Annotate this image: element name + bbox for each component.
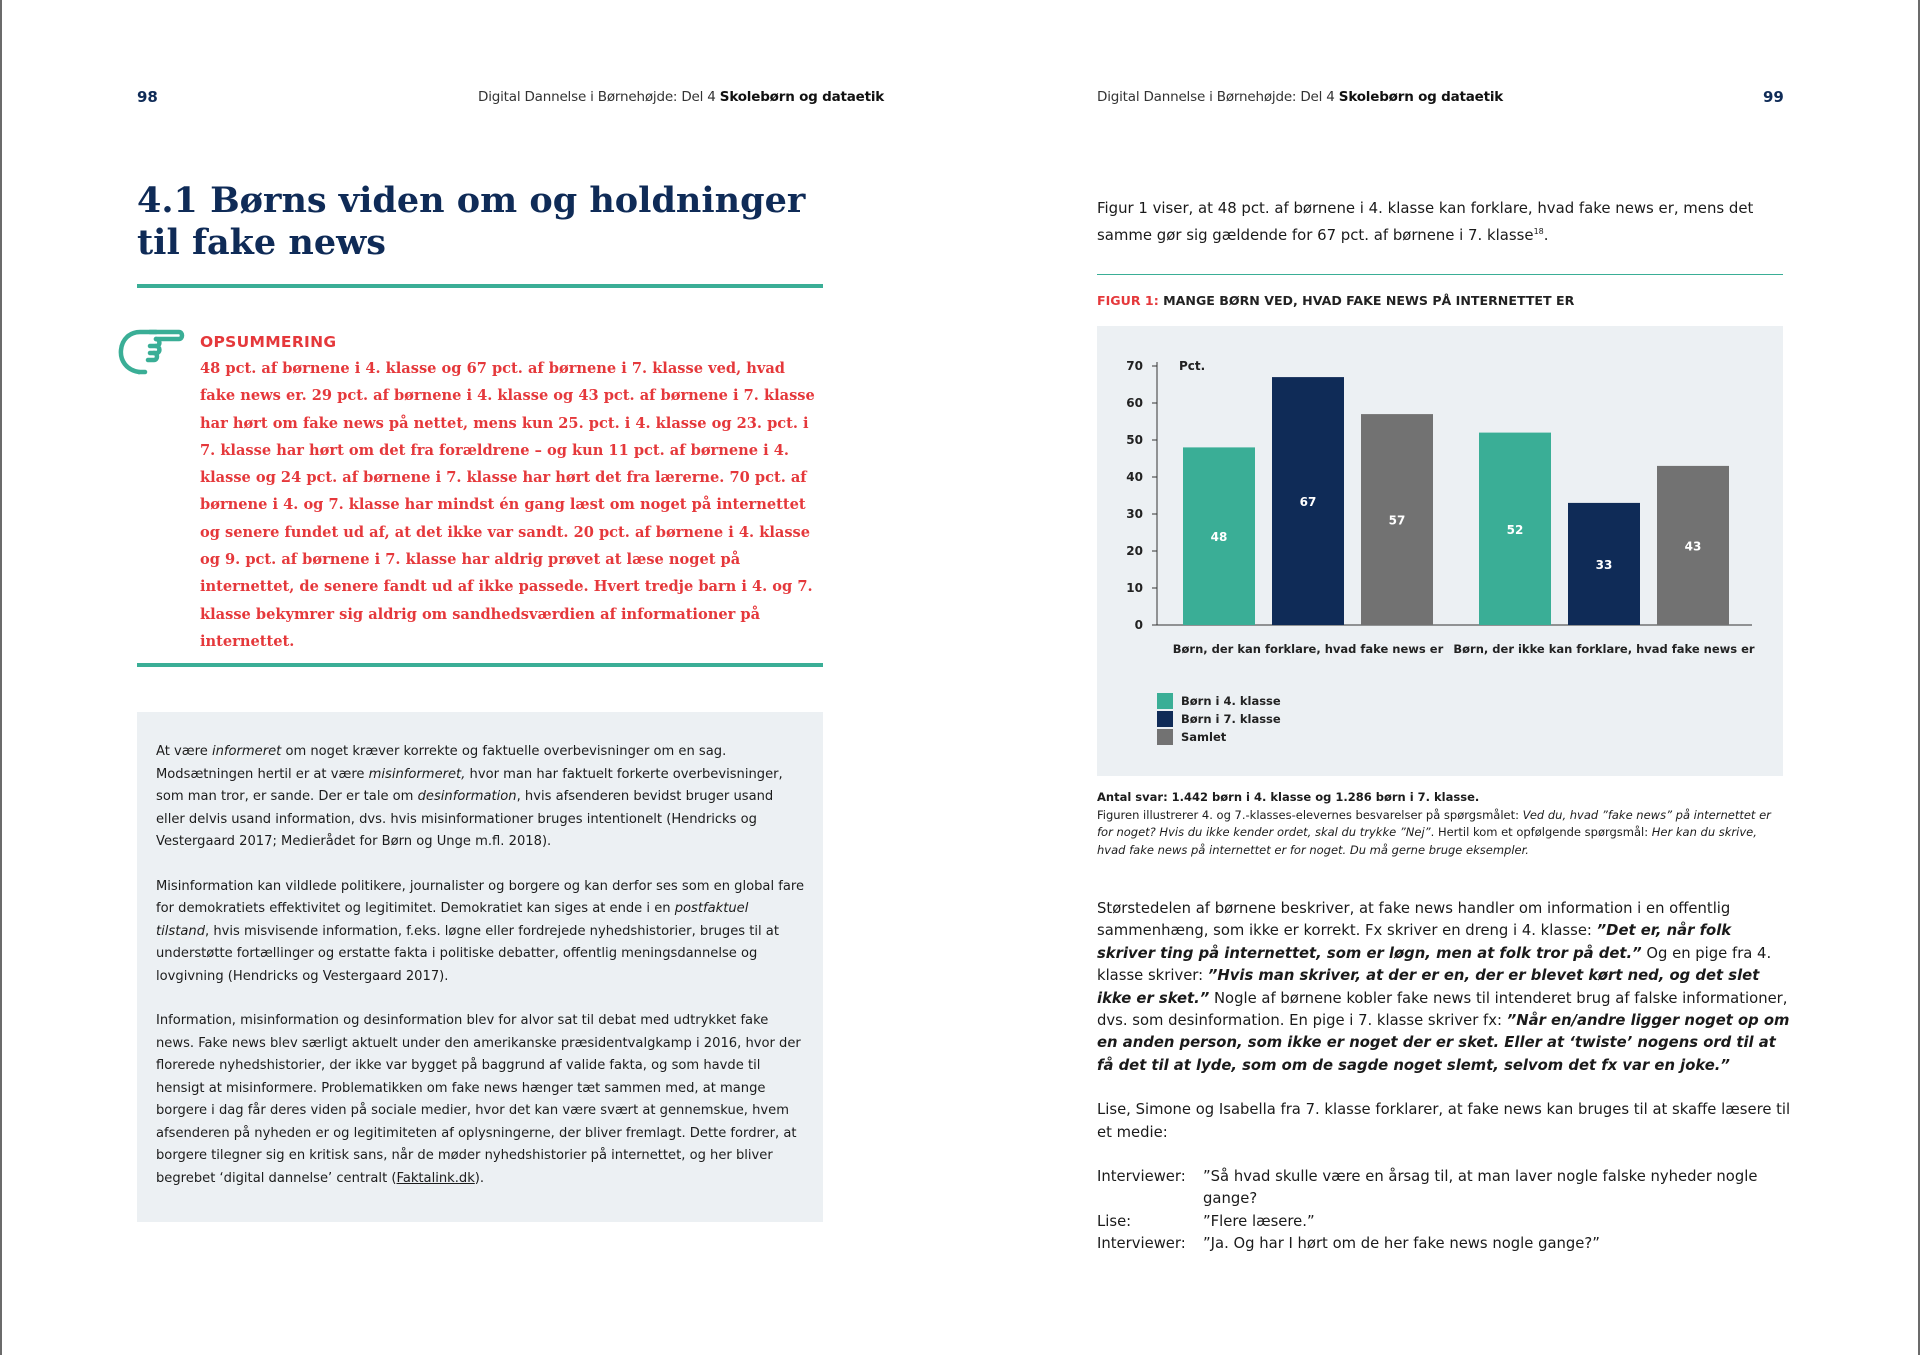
term-desinformation: desinformation (417, 789, 517, 804)
y-tick-label: 30 (1126, 507, 1143, 521)
intro-text (1097, 197, 1797, 247)
quote: ”Det er, når folk skriver ting på internettet, som er løgn, men at folk tror på det.” (1097, 922, 1732, 962)
y-tick-label: 70 (1126, 359, 1143, 373)
text-run: Misinformation kan vildlede politikere, journalister og borgere og kan derfor ses som en global fare for demokratiets effektivitet og legitimitet. Demokratiet kan siges at ende i en (156, 878, 805, 916)
text-run: Figuren illustrerer 4. og 7.-klasses-elevernes besvarelser på spørgsmålet: (1097, 807, 1523, 822)
body-paragraph-1 (1097, 898, 1792, 1077)
running-head-prefix: Digital Dannelse i Børnehøjde: Del 4 (1097, 89, 1339, 105)
text-run: hvor man har faktuelt forkerte overbevisninger, som man tror, er sande. Der er tale om (156, 766, 783, 804)
text-run: Og en pige fra 4. klasse skriver: (1097, 944, 1772, 985)
fact-box-paragraph-2 (156, 876, 805, 989)
interview-row (1097, 1166, 1792, 1211)
bar-value-label: 33 (1595, 557, 1613, 572)
chart-panel (1097, 326, 1783, 776)
bar-value-label: 52 (1506, 522, 1524, 537)
interview-row (1097, 1211, 1792, 1233)
y-tick-label: 50 (1126, 433, 1143, 447)
text-run: om noget kræver korrekte og faktuelle overbevisninger om en sag. Modsætningen hertil er at være (156, 744, 727, 782)
speaker: Lise: (1097, 1212, 1132, 1230)
legend-swatch (1157, 729, 1173, 745)
section-title-line-2: til fake news (137, 222, 386, 263)
speaker: Interviewer: (1097, 1168, 1186, 1186)
term-informeret: informeret (211, 744, 282, 759)
speaker: Interviewer: (1097, 1235, 1186, 1253)
right-page-number: 99 (1763, 88, 1784, 106)
body-text (1097, 898, 1792, 1256)
chart-legend (1157, 692, 1281, 746)
running-head-bold: Skolebørn og dataetik (1338, 89, 1504, 105)
legend-label: Børn i 7. klasse (1181, 712, 1281, 726)
term-postfaktuel-tilstand: postfaktuel tilstand (156, 901, 749, 939)
text-run: . (1543, 225, 1549, 244)
quote: ”Hvis man skriver, at der er en, der er blevet kørt ned, og det slet ikke er sket.” (1097, 967, 1760, 1007)
survey-question: Ved du, hvad ”fake news” på internettet er for noget? Hvis du ikke kender ordet, skal du trykke ”Nej” (1097, 807, 1771, 839)
figure-note (1097, 789, 1787, 859)
text-run: Figur 1 viser, at 48 pct. af børnene i 4. klasse kan forklare, hvad fake news er, mens det samme gør sig gældende for 67 pct. af børnene i 7. klasse (1097, 199, 1754, 244)
figure-heading (1097, 293, 1574, 308)
summary-heading: OPSUMMERING (200, 333, 337, 351)
y-tick-label: 0 (1134, 618, 1143, 632)
left-running-head (478, 89, 884, 105)
fact-box-paragraph-3 (156, 1010, 805, 1190)
text-run: Størstedelen af børnene beskriver, at fake news handler om information i en offentlig sammenhæng, som ikke er korrekt. Fx skriver en dreng i 4. klasse: (1097, 900, 1731, 940)
text-run: Information, misinformation og desinformation blev for alvor sat til debat med udtrykket fake news. Fake news blev særligt aktuelt under den amerikanske præsidentvalgkamp i 2016, hvor der florerede nyhedshistorier, der ikke var bygget på baggrund af valide fakta, og som havde til hensigt at misinformere. Problematikken om fake news hænger tæt sammen med, at mange borgere i dag får deres viden på sociale medier, hvor det kan være svært at gennemskue, hvem afsenderen på nyheden er og legitimiteten af oplysningerne, der bliver fremlagt. Dette fordrer, at borgere tilegner sig en kritisk sans, når de møder nyhedshistorier på internettet, og her bliver begrebet ‘digital dannelse’ centralt ( (156, 1013, 801, 1186)
pointing-hand-icon (116, 320, 186, 382)
bar-value-label: 43 (1684, 539, 1702, 554)
bar-value-label: 67 (1299, 495, 1317, 510)
legend-swatch (1157, 711, 1173, 727)
title-rule (137, 284, 823, 288)
section-title (137, 180, 837, 264)
text-run: . Hertil kom et opfølgende spørgsmål: (1430, 825, 1652, 839)
running-head-bold: Skolebørn og dataetik (719, 89, 885, 105)
interview-row (1097, 1233, 1792, 1255)
text-run: Nogle af børnene kobler fake news til intenderet brug af falske informationer, dvs. som desinformation. En pige i 7. klasse skriver fx: (1097, 989, 1788, 1030)
legend-item-7-klasse (1157, 710, 1281, 728)
text-run: , hvis misvisende information, f.eks. løgne eller fordrejede nyhedshistorier, bruges til at understøtte fortællinger og erstatte fakta i politiske debatter, offentlig meningsdannelse og lovgivning (Hendricks og Vestergaard 2017). (156, 923, 779, 984)
bar-value-label: 48 (1210, 530, 1228, 545)
fact-box-paragraph-1 (156, 741, 805, 854)
y-tick-label: 40 (1126, 470, 1143, 484)
legend-item-samlet (1157, 728, 1281, 746)
footnote-ref[interactable]: 18 (1533, 227, 1544, 236)
text-run: ). (474, 1170, 485, 1186)
faktalink-link[interactable]: Faktalink.dk (396, 1170, 475, 1186)
left-page-number: 98 (137, 88, 158, 106)
running-head-prefix: Digital Dannelse i Børnehøjde: Del 4 (478, 89, 720, 105)
body-paragraph-2: Lise, Simone og Isabella fra 7. klasse forklarer, at fake news kan bruges til at skaffe læsere til et medie: (1097, 1101, 1791, 1141)
right-running-head (1097, 89, 1503, 105)
legend-swatch (1157, 693, 1173, 709)
y-tick-label: 60 (1126, 396, 1143, 410)
figure-note-sample: Antal svar: 1.442 børn i 4. klasse og 1.286 børn i 7. klasse. (1097, 790, 1480, 804)
y-tick-label: 20 (1126, 544, 1143, 558)
utterance: ”Så hvad skulle være en årsag til, at man laver nogle falske nyheder nogle gange? (1203, 1168, 1758, 1208)
legend-item-4-klasse (1157, 692, 1281, 710)
category-label: Børn, der ikke kan forklare, hvad fake news er (1453, 642, 1755, 656)
figure-title: MANGE BØRN VED, HVAD FAKE NEWS PÅ INTERNETTET ER (1163, 293, 1575, 308)
figure-label: FIGUR 1: (1097, 293, 1159, 308)
figure-rule (1097, 274, 1783, 275)
left-page-edge (0, 0, 2, 1355)
y-tick-label: 10 (1126, 581, 1143, 595)
category-label: Børn, der kan forklare, hvad fake news er (1172, 642, 1444, 656)
followup-question: Her kan du skrive, hvad fake news på internettet er for noget. Du må gerne bruge eksempler. (1097, 825, 1757, 857)
section-title-line-1: 4.1 Børns viden om og holdninger (137, 180, 806, 221)
utterance: ”Flere læsere.” (1203, 1212, 1315, 1230)
quote: ”Når en/andre ligger noget op om en anden person, som ikke er noget der er sket. Eller at ‘twiste’ nogens ord til at få det til at lyde, som om de sagde noget slemt, selvom det fx var en joke.” (1097, 1012, 1790, 1074)
summary-text: 48 pct. af børnene i 4. klasse og 67 pct. af børnene i 7. klasse ved, hvad fake news er. 29 pct. af børnene i 4. klasse og 43 pct. af børnene i 7. klasse har hørt om fake news på nettet, mens kun 25. pct. i 4. klasse og 23. pct. i 7. klasse har hørt om det fra forældrene – og kun 11 pct. af børnene i 4. klasse og 24 pct. af børnene i 7. klasse har hørt det fra lærerne. 70 pct. af børnene i 4. og 7. klasse har mindst én gang læst om noget på internettet og senere fundet ud af, at det ikke var sandt. 20 pct. af børnene i 4. klasse og 9. pct. af børnene i 7. klasse har aldrig prøvet at læse noget på internettet, de senere fandt ud af ikke passede. Hvert tredje barn i 4. og 7. klasse bekymrer sig aldrig om sandhedsværdien af informationer på internettet. (200, 360, 815, 650)
interview-transcript (1097, 1166, 1792, 1256)
bar-value-label: 57 (1388, 513, 1406, 528)
y-axis-label: Pct. (1179, 359, 1206, 373)
legend-label: Børn i 4. klasse (1181, 694, 1281, 708)
text-run: At være (156, 744, 212, 759)
term-misinformeret: misinformeret, (368, 766, 466, 782)
text-run: , hvis afsenderen bevidst bruger usand eller delvis usand information, dvs. hvis misinformationer bruges intentionelt (Hendricks og Vestergaard 2017; Medierådet for Børn og Unge m.fl. 2018). (156, 789, 774, 849)
bar-chart (1097, 326, 1783, 686)
fact-box (137, 712, 823, 1222)
legend-label: Samlet (1181, 730, 1227, 744)
summary-rule (137, 663, 823, 667)
utterance: ”Ja. Og har I hørt om de her fake news nogle gange?” (1203, 1235, 1600, 1253)
